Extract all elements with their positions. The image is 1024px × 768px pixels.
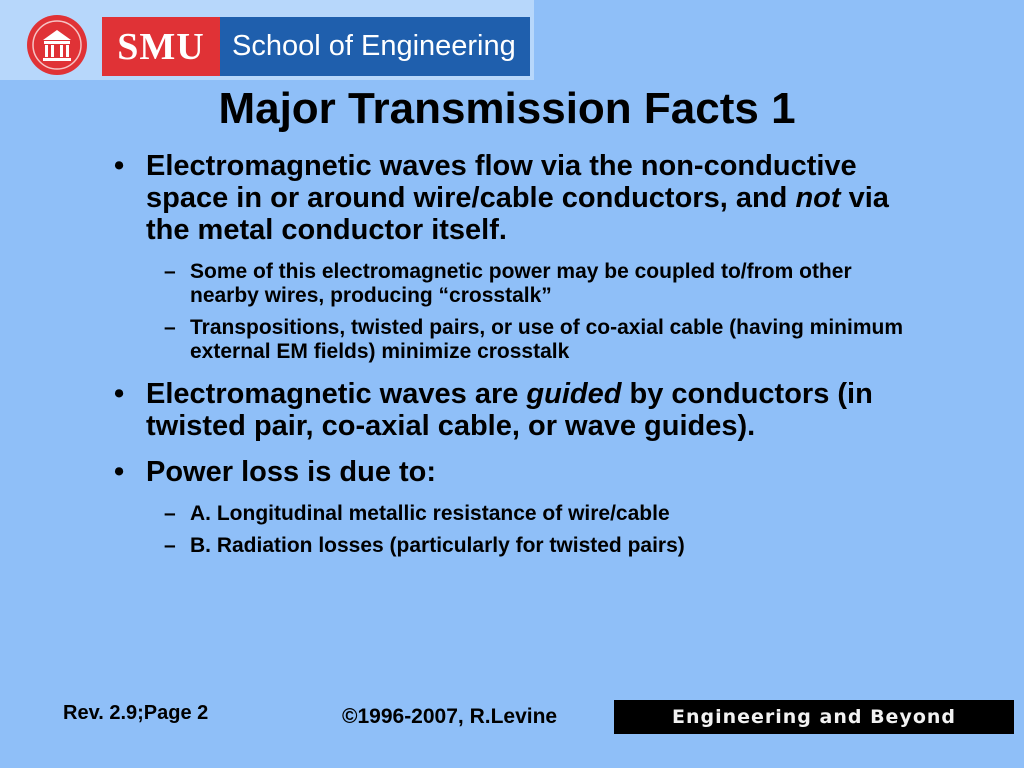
sub-bullet-transpositions xyxy=(110,316,910,364)
sub-bullet-mark: – xyxy=(164,502,176,525)
smu-wordmark: SMU xyxy=(102,17,220,76)
logo-banner xyxy=(0,0,534,80)
bullet-text: Electromagnetic waves are xyxy=(146,378,527,410)
bullet-text: Electromagnetic waves flow via the non-conductive space in or around wire/cable conductors, and xyxy=(146,150,857,214)
sub-bullet-mark: – xyxy=(164,260,176,283)
sub-bullet-radiation xyxy=(110,534,910,558)
bullet-text: by conductors (in twisted pair, co-axial cable, or wave guides). xyxy=(146,378,873,442)
sub-bullet-text: Transpositions, twisted pairs, or use of co-axial cable (having minimum external EM fields) minimize crosstalk xyxy=(190,316,903,363)
bullet-power-loss xyxy=(110,456,910,488)
bullet-text: via the metal conductor itself. xyxy=(146,182,889,246)
footer-revision: Rev. 2.9;Page 2 xyxy=(63,702,209,724)
bullet-emphasis: not xyxy=(795,182,841,214)
bullet-mark: • xyxy=(114,150,125,182)
slide-title: Major Transmission Facts 1 xyxy=(218,84,796,133)
bullet-emphasis: guided xyxy=(526,378,622,410)
sub-bullet-mark: – xyxy=(164,316,176,339)
sub-bullet-resistance xyxy=(110,502,910,526)
sub-bullet-list xyxy=(110,502,910,558)
bullet-em-waves-guided xyxy=(110,378,910,442)
footer-copyright: ©1996-2007, R.Levine xyxy=(342,705,558,728)
school-name: School of Engineering xyxy=(220,17,530,76)
slide-content xyxy=(110,150,910,572)
sub-bullet-list xyxy=(110,260,910,364)
sub-bullet-text: B. Radiation losses (particularly for twisted pairs) xyxy=(190,534,685,557)
bullet-em-waves-flow xyxy=(110,150,910,246)
bullet-mark: • xyxy=(114,456,125,488)
sub-bullet-text: Some of this electromagnetic power may be coupled to/from other nearby wires, producing “crosstalk” xyxy=(190,260,852,307)
engineering-and-beyond-banner: Engineering and Beyond xyxy=(614,700,1014,734)
smu-seal-icon xyxy=(26,14,88,76)
bullet-mark: • xyxy=(114,378,125,410)
bullet-text: Power loss is due to: xyxy=(146,456,437,488)
sub-bullet-coupling xyxy=(110,260,910,308)
sub-bullet-text: A. Longitudinal metallic resistance of wire/cable xyxy=(190,502,670,525)
sub-bullet-mark: – xyxy=(164,534,176,557)
